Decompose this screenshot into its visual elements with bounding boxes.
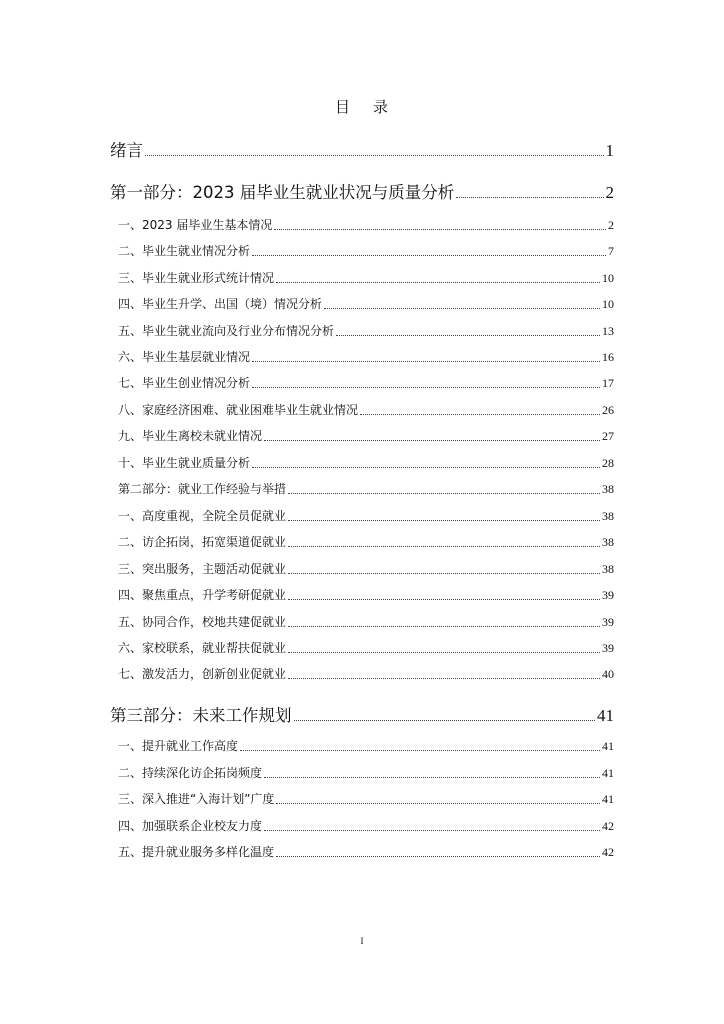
toc-entry-page: 27 xyxy=(602,429,614,443)
toc-entry-label: 三、毕业生就业形式统计情况 xyxy=(118,271,275,285)
toc-leader-dots xyxy=(288,488,600,493)
toc-entry-label: 二、毕业生就业情况分析 xyxy=(118,244,251,258)
toc-leader-dots xyxy=(264,772,600,777)
toc-entry[interactable] xyxy=(110,764,614,781)
toc-leader-dots xyxy=(288,568,600,573)
toc-entry-page: 16 xyxy=(602,350,614,364)
toc-entry-label: 七、毕业生创业情况分析 xyxy=(118,376,251,390)
toc-entry-page: 38 xyxy=(602,562,614,576)
toc-entry-label: 四、加强联系企业校友力度 xyxy=(118,819,263,833)
toc-leader-dots xyxy=(240,745,600,750)
toc-entry[interactable] xyxy=(110,639,614,656)
toc-entry-page: 2 xyxy=(608,218,614,232)
toc-entry-page: 39 xyxy=(602,615,614,629)
toc-entry[interactable] xyxy=(110,137,614,161)
toc-entry-page: 41 xyxy=(597,706,614,725)
toc-entry[interactable] xyxy=(110,216,614,233)
toc-leader-dots xyxy=(252,250,606,255)
toc-entry-page: 17 xyxy=(602,376,614,390)
toc-entry-label: 二、持续深化访企拓岗频度 xyxy=(118,766,263,780)
toc-leader-dots xyxy=(288,673,600,678)
toc-leader-dots xyxy=(252,382,600,387)
toc-leader-dots xyxy=(456,192,603,199)
toc-entry-label: 四、聚焦重点，升学考研促就业 xyxy=(118,588,287,602)
toc-entry-page: 42 xyxy=(602,819,614,833)
toc-entry-label: 一、2023 届毕业生基本情况 xyxy=(118,218,273,232)
toc-entry-label: 五、提升就业服务多样化温度 xyxy=(118,845,275,859)
toc-entry-page: 41 xyxy=(602,792,614,806)
toc-title xyxy=(0,96,724,117)
toc-entry[interactable] xyxy=(110,427,614,444)
toc-leader-dots xyxy=(288,647,600,652)
toc-entry-label: 绪言 xyxy=(110,141,143,160)
toc-entry-page: 38 xyxy=(602,535,614,549)
toc-leader-dots xyxy=(288,515,600,520)
toc-entry-page: 2 xyxy=(605,183,614,202)
toc-entry-label: 一、提升就业工作高度 xyxy=(118,739,239,753)
toc-entry[interactable] xyxy=(110,401,614,418)
toc-entry-label: 三、突出服务，主题活动促就业 xyxy=(118,562,287,576)
toc-entry-page: 41 xyxy=(602,739,614,753)
toc-entry-page: 40 xyxy=(602,667,614,681)
toc-entry-label: 九、毕业生离校未就业情况 xyxy=(118,429,263,443)
toc-entry[interactable] xyxy=(110,480,614,497)
toc-entry[interactable] xyxy=(110,507,614,524)
toc-entry-page: 38 xyxy=(602,482,614,496)
toc-entry-label: 二、访企拓岗，拓宽渠道促就业 xyxy=(118,535,287,549)
toc-entry[interactable] xyxy=(110,269,614,286)
toc-entry[interactable] xyxy=(110,533,614,550)
toc-entry-label: 一、高度重视，全院全员促就业 xyxy=(118,509,287,523)
toc-entry-page: 10 xyxy=(602,271,614,285)
toc-entry-label: 第三部分：未来工作规划 xyxy=(110,706,292,725)
toc-leader-dots xyxy=(276,851,600,856)
toc-entry-label: 七、激发活力，创新创业促就业 xyxy=(118,667,287,681)
toc-entry[interactable] xyxy=(110,790,614,807)
toc-entry-label: 第一部分：2023 届毕业生就业状况与质量分析 xyxy=(110,183,455,202)
toc-entry-label: 五、协同合作，校地共建促就业 xyxy=(118,615,287,629)
toc-leader-dots xyxy=(336,330,600,335)
page-number: I xyxy=(360,936,364,946)
toc-entry-page: 39 xyxy=(602,641,614,655)
toc-entry-label: 四、毕业生升学、出国（境）情况分析 xyxy=(118,297,323,311)
toc-entry-page: 7 xyxy=(608,244,614,258)
toc-entry-page: 42 xyxy=(602,845,614,859)
toc-entry[interactable] xyxy=(110,560,614,577)
toc-entry-label: 五、毕业生就业流向及行业分布情况分析 xyxy=(118,324,335,338)
toc-entry-page: 13 xyxy=(602,324,614,338)
toc-entry[interactable] xyxy=(110,737,614,754)
toc-leader-dots xyxy=(264,825,600,830)
toc-entry[interactable] xyxy=(110,586,614,603)
toc-entry-page: 1 xyxy=(605,141,614,160)
toc-leader-dots xyxy=(294,715,596,722)
toc-entry[interactable] xyxy=(110,665,614,682)
toc-entry-page: 26 xyxy=(602,403,614,417)
toc-leader-dots xyxy=(360,409,600,414)
toc-entry[interactable] xyxy=(110,295,614,312)
toc-entry[interactable] xyxy=(110,702,614,726)
toc-entry-page: 39 xyxy=(602,588,614,602)
toc-title-char-2: 录 xyxy=(373,98,390,116)
toc-leader-dots xyxy=(252,462,600,467)
toc-entry-label: 三、深入推进“入海计划”广度 xyxy=(118,792,275,806)
toc-entry[interactable] xyxy=(110,613,614,630)
toc-entry[interactable] xyxy=(110,242,614,259)
toc-entry-label: 六、家校联系，就业帮扶促就业 xyxy=(118,641,287,655)
toc-entry-page: 28 xyxy=(602,456,614,470)
toc-entry[interactable] xyxy=(110,454,614,471)
toc-leader-dots xyxy=(274,224,606,229)
toc-entry[interactable] xyxy=(110,348,614,365)
toc-entry[interactable] xyxy=(110,322,614,339)
toc-entry[interactable] xyxy=(110,843,614,860)
toc-entry-label: 第二部分：就业工作经验与举措 xyxy=(118,482,287,496)
toc-title-char-1: 目 xyxy=(334,98,351,116)
toc-leader-dots xyxy=(264,435,600,440)
toc-leader-dots xyxy=(288,541,600,546)
toc-leader-dots xyxy=(288,621,600,626)
toc-leader-dots xyxy=(252,356,600,361)
toc-entry[interactable] xyxy=(110,817,614,834)
toc-leader-dots xyxy=(145,150,604,157)
toc-entry-label: 八、家庭经济困难、就业困难毕业生就业情况 xyxy=(118,403,359,417)
toc-entry-label: 十、毕业生就业质量分析 xyxy=(118,456,251,470)
toc-entry-label: 六、毕业生基层就业情况 xyxy=(118,350,251,364)
toc-leader-dots xyxy=(324,303,600,308)
toc-entry[interactable] xyxy=(110,374,614,391)
toc-entry-page: 41 xyxy=(602,766,614,780)
toc-entry-page: 10 xyxy=(602,297,614,311)
toc-entry-page: 38 xyxy=(602,509,614,523)
toc-leader-dots xyxy=(288,594,600,599)
toc-leader-dots xyxy=(276,798,600,803)
toc-entry[interactable] xyxy=(110,179,614,203)
toc-leader-dots xyxy=(276,277,600,282)
